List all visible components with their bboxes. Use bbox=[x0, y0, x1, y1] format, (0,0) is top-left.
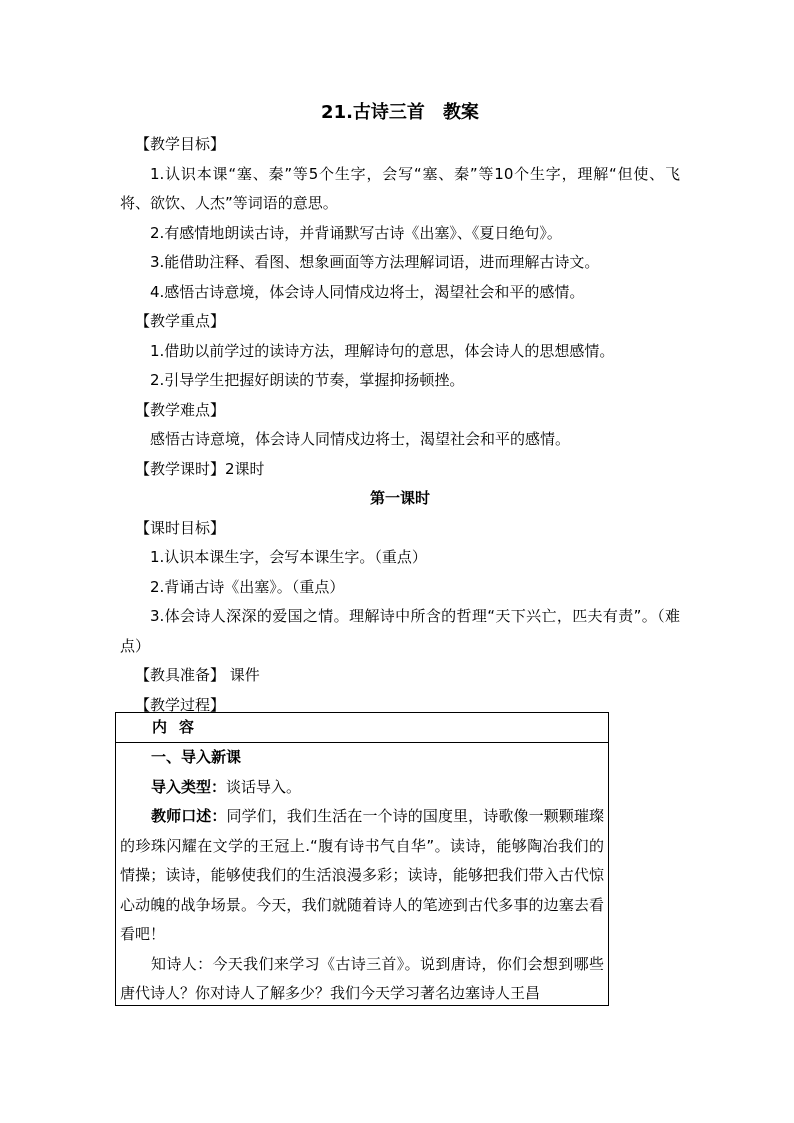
table-cell bbox=[116, 743, 608, 1006]
key-points-heading: 【教学重点】 bbox=[135, 312, 226, 330]
class-hours: 【教学课时】2课时 bbox=[135, 459, 265, 478]
intro-type bbox=[120, 773, 604, 803]
title-main: 21.古诗三首 bbox=[321, 102, 425, 123]
lesson-1-heading: 第一课时 bbox=[369, 489, 430, 507]
objectives-heading: 【教学目标】 bbox=[135, 135, 226, 153]
lesson-objectives-heading: 【课时目标】 bbox=[135, 518, 226, 537]
difficulty-heading: 【教学难点】 bbox=[135, 400, 226, 419]
section-1-title: 一、导入新课 bbox=[151, 748, 242, 766]
difficulty-1: 感悟古诗意境，体会诗人同情戍边将士，渴望社会和平的感情。 bbox=[150, 430, 571, 448]
lesson-objective-3: 3.体会诗人深深的爱国之情。理解诗中所含的哲理“天下兴亡，匹夫有责”。（难点） bbox=[120, 607, 680, 655]
teacher-speech-text: 同学们，我们生活在一个诗的国度里，诗歌像一颗颗璀璨的珍珠闪耀在文学的王冠上.“腹有诗书气自华”。读诗，能够陶冶我们的情操；读诗，能够使我们的生活浪漫多彩；读诗，能够把我们带入古代惊心动魄的战争场景。今天，我们就随着诗人的笔迹到古代多事的边塞去看看吧！ bbox=[120, 807, 604, 943]
lesson-objective-1: 1.认识本课生字，会写本课生字。（重点） bbox=[150, 548, 427, 566]
objective-3: 3.能借助注释、看图、想象画面等方法理解词语，进而理解古诗文。 bbox=[150, 253, 600, 271]
teacher-speech-label: 教师口述： bbox=[151, 807, 227, 825]
table-header: 内容 bbox=[116, 713, 608, 743]
lesson-plan-body bbox=[120, 100, 680, 720]
process-table bbox=[115, 712, 609, 1006]
intro-type-label: 导入类型： bbox=[151, 777, 227, 796]
objective-1: 1.认识本课“塞、秦”等5个生字，会写“塞、秦”等10个生字，理解“但使、飞将、欲饮、人杰”等词语的意思。 bbox=[120, 164, 680, 212]
key-point-1: 1.借助以前学过的读诗方法，理解诗句的意思，体会诗人的思想感情。 bbox=[150, 341, 615, 360]
title-sub: 教案 bbox=[442, 102, 479, 123]
teaching-tools: 【教具准备】 课件 bbox=[135, 666, 260, 684]
lesson-objective-2: 2.背诵古诗《出塞》。（重点） bbox=[150, 577, 345, 596]
teacher-speech bbox=[120, 802, 604, 950]
page-title bbox=[120, 100, 680, 126]
process-heading: 【教学过程】 bbox=[135, 695, 226, 714]
objective-4: 4.感悟古诗意境，体会诗人同情戍边将士，渴望社会和平的感情。 bbox=[150, 282, 585, 301]
know-poet: 知诗人：今天我们来学习《古诗三首》。说到唐诗，你们会想到哪些唐代诗人？你对诗人了解多少？我们今天学习著名边塞诗人王昌 bbox=[120, 954, 604, 1002]
key-point-2: 2.引导学生把握好朗读的节奏，掌握抑扬顿挫。 bbox=[150, 371, 465, 389]
intro-type-value: 谈话导入。 bbox=[226, 777, 302, 796]
objective-2: 2.有感情地朗读古诗，并背诵默写古诗《出塞》、《夏日绝句》。 bbox=[150, 223, 562, 242]
